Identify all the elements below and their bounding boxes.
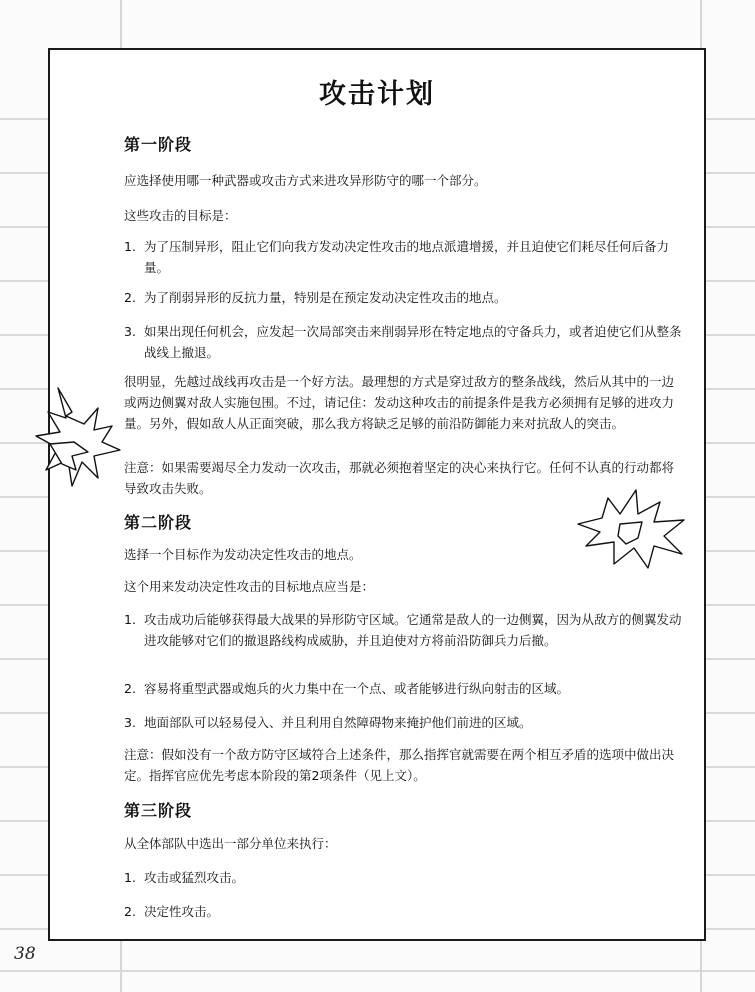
phase1-intro: 应选择使用哪一种武器或攻击方式来进攻异形防守的哪一个部分。 <box>124 173 487 188</box>
graffiti-scribble-left <box>28 378 138 498</box>
list-item-text: 地面部队可以轻易侵入、并且利用自然障碍物来掩护他们前进的区域。 <box>144 715 532 730</box>
list-item-text: 攻击成功后能够获得最大战果的异形防守区域。它通常是敌人的一边侧翼，因为从敌方的侧翼发动进攻能够对它们的撤退路线构成威胁，并且迫使对方将前沿防御兵力后撤。 <box>144 612 682 648</box>
list-item-number: 1. <box>124 870 136 885</box>
list-item <box>124 867 684 888</box>
phase1-paragraph: 很明显，先越过战线再攻击是一个好方法。最理想的方式是穿过敌方的整条战线，然后从其中的一边或两边侧翼对敌人实施包围。不过，请记住：发动这种攻击的前提条件是我方必须拥有足够的进攻力量。另外，假如敌人从正面突破，那么我方将缺乏足够的前沿防御能力来对抗敌人的突击。 <box>124 374 675 431</box>
background-rule <box>0 970 755 972</box>
list-item <box>124 901 684 922</box>
list-item-text: 如果出现任何机会，应发起一次局部突击来削弱异形在特定地点的守备兵力，或者迫使它们从整条战线上撤退。 <box>144 324 682 360</box>
list-item-text: 攻击或猛烈攻击。 <box>144 870 245 885</box>
list-item <box>124 287 684 308</box>
phase2-note: 注意：假如没有一个敌方防守区域符合上述条件，那么指挥官就需要在两个相互矛盾的选项中做出决定。指挥官应优先考虑本阶段的第2项条件（见上文）。 <box>124 747 675 783</box>
list-item-number: 2. <box>124 904 136 919</box>
phase1-note: 注意：如果需要竭尽全力发动一次攻击，那就必须抱着坚定的决心来执行它。任何不认真的行动都将导致攻击失败。 <box>124 460 675 496</box>
list-item <box>124 236 684 278</box>
phase2-heading: 第二阶段 <box>124 513 193 532</box>
phase2-intro: 选择一个目标作为发动决定性攻击的地点。 <box>124 547 362 562</box>
phase1-heading: 第一阶段 <box>124 135 193 154</box>
page-number: 38 <box>14 944 36 964</box>
list-item <box>124 678 684 699</box>
list-item-text: 为了压制异形，阻止它们向我方发动决定性攻击的地点派遣增援，并且迫使它们耗尽任何后备力量。 <box>144 239 670 275</box>
phase3-intro: 从全体部队中选出一部分单位来执行： <box>124 836 337 851</box>
list-item-number: 3. <box>124 324 136 339</box>
list-item-number: 3. <box>124 715 136 730</box>
phase2-criteria-label: 这个用来发动决定性攻击的目标地点应当是： <box>124 579 375 594</box>
list-item-number: 1. <box>124 239 136 254</box>
page-title: 攻击计划 <box>319 79 435 110</box>
list-item-number: 2. <box>124 681 136 696</box>
list-item-text: 容易将重型武器或炮兵的火力集中在一个点、或者能够进行纵向射击的区域。 <box>144 681 570 696</box>
list-item-number: 2. <box>124 290 136 305</box>
phase3-heading: 第三阶段 <box>124 801 193 820</box>
graffiti-scribble-right <box>568 484 698 574</box>
list-item-text: 决定性攻击。 <box>144 904 220 919</box>
list-item-text: 为了削弱异形的反抗力量，特别是在预定发动决定性攻击的地点。 <box>144 290 507 305</box>
list-item <box>124 712 684 733</box>
list-item <box>124 321 684 363</box>
list-item-number: 1. <box>124 612 136 627</box>
phase1-goals-label: 这些攻击的目标是： <box>124 208 237 223</box>
list-item <box>124 609 684 651</box>
